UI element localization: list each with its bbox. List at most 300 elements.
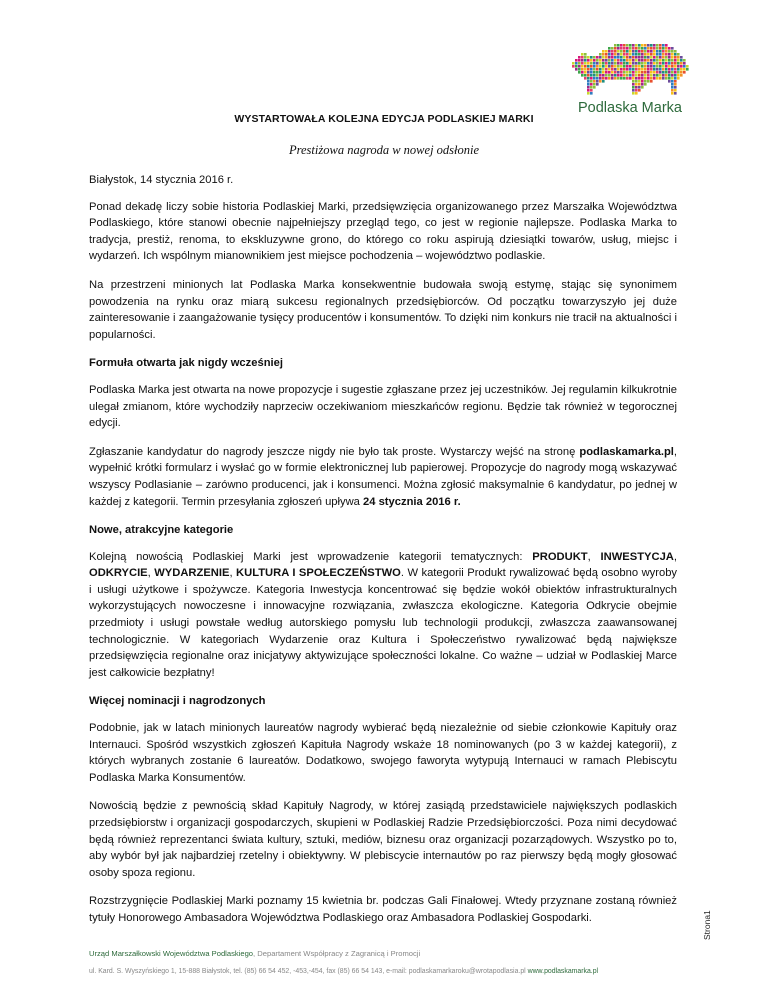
mosaic-tile: [659, 71, 662, 74]
mosaic-tile: [665, 65, 668, 68]
footer-line-2: [89, 968, 689, 975]
mosaic-tile: [647, 74, 650, 77]
mosaic-tile: [602, 77, 605, 80]
mosaic-tile: [641, 44, 644, 47]
paragraph-categories: [89, 549, 677, 682]
mosaic-tile: [590, 80, 593, 83]
mosaic-tile: [659, 56, 662, 59]
mosaic-tile: [650, 50, 653, 53]
mosaic-tile: [611, 50, 614, 53]
mosaic-tile: [650, 44, 653, 47]
mosaic-tile: [656, 50, 659, 53]
mosaic-tile: [653, 74, 656, 77]
mosaic-tile: [680, 59, 683, 62]
mosaic-tile: [683, 62, 686, 65]
mosaic-tile: [629, 74, 632, 77]
mosaic-tile: [596, 74, 599, 77]
mosaic-tile: [653, 50, 656, 53]
separator: ,: [673, 550, 677, 563]
mosaic-tile: [578, 68, 581, 71]
mosaic-tile: [629, 65, 632, 68]
mosaic-tile: [647, 56, 650, 59]
mosaic-tile: [653, 65, 656, 68]
mosaic-tile: [617, 65, 620, 68]
mosaic-tile: [608, 71, 611, 74]
mosaic-tile: [665, 56, 668, 59]
mosaic-tile: [623, 50, 626, 53]
mosaic-tile: [614, 68, 617, 71]
mosaic-tile: [617, 44, 620, 47]
mosaic-tile: [608, 59, 611, 62]
mosaic-tile: [677, 65, 680, 68]
mosaic-tile: [680, 62, 683, 65]
mosaic-tile: [665, 53, 668, 56]
mosaic-tile: [659, 59, 662, 62]
mosaic-tile: [590, 56, 593, 59]
mosaic-tile: [656, 71, 659, 74]
mosaic-tile: [620, 65, 623, 68]
heading-open-formula: Formuła otwarta jak nigdy wcześniej: [89, 357, 283, 370]
mosaic-tile: [620, 56, 623, 59]
mosaic-tile: [656, 53, 659, 56]
mosaic-tile: [623, 59, 626, 62]
mosaic-tile: [644, 83, 647, 86]
mosaic-tile: [659, 65, 662, 68]
mosaic-tile: [599, 71, 602, 74]
mosaic-tile: [635, 65, 638, 68]
mosaic-tile: [656, 77, 659, 80]
mosaic-tile: [674, 59, 677, 62]
mosaic-tile: [635, 89, 638, 92]
mosaic-tile: [605, 68, 608, 71]
mosaic-tile: [632, 50, 635, 53]
mosaic-tile: [608, 50, 611, 53]
mosaic-tile: [677, 53, 680, 56]
mosaic-tile: [635, 71, 638, 74]
mosaic-tile: [668, 47, 671, 50]
mosaic-tile: [677, 59, 680, 62]
mosaic-tile: [605, 74, 608, 77]
mosaic-tile: [668, 68, 671, 71]
mosaic-tile: [638, 77, 641, 80]
mosaic-tile: [608, 74, 611, 77]
mosaic-tile: [635, 74, 638, 77]
mosaic-tile: [611, 53, 614, 56]
mosaic-tile: [644, 53, 647, 56]
mosaic-tile: [638, 71, 641, 74]
mosaic-tile: [605, 62, 608, 65]
mosaic-tile: [665, 50, 668, 53]
paragraph-nominations: Podobnie, jak w latach minionych laureatów nagrody wybierać będą niezależnie od siebie członkowie Kapituły oraz Internauci. Spośród wszystkich zgłoszeń Kapituła Nagrody wskaże 18 nominowanych (po 3 w każdej kategorii), z których wybranych zostanie 6 laureatów. Dodatkowo, swojego faworyta wytypują Internauci w ramach Plebiscytu Podlaska Marka Konsumentów.: [89, 722, 677, 784]
mosaic-tile: [620, 47, 623, 50]
mosaic-tile: [656, 44, 659, 47]
paragraph-reputation: Na przestrzeni minionych lat Podlaska Marka konsekwentnie budowała swoją estymę, stając się synonimem powodzenia na rynku oraz miarą sukcesu regionalnych przedsiębiorców. Od początku towarzyszyło jej duże zainteresowanie i zaangażowanie tysięcy producentów i konsumentów. To dzięki nim konkurs nie tracił na aktualności i popularności.: [89, 278, 677, 341]
mosaic-tile: [581, 62, 584, 65]
mosaic-tile: [629, 44, 632, 47]
mosaic-tile: [674, 74, 677, 77]
paragraph-jury: Nowością będzie z pewnością skład Kapituły Nagrody, w której zasiądą przedstawiciele największych podlaskich przedsiębiorstw i organizacji gospodarczych, skupieni w Podlaskiej Radzie Przedsiębiorczości. Poza nimi decydować będą również reprezentanci świata kultury, sztuki, mediów, biznesu oraz organizacji pozarządowych. Wszystko po to, aby wybór był jak najbardziej rzetelny i obiektywny. W plebiscycie internautów po raz pierwszy będą mogły głosować osoby spoza regionu.: [89, 800, 677, 879]
mosaic-tile: [575, 62, 578, 65]
mosaic-tile: [629, 53, 632, 56]
mosaic-tile: [668, 74, 671, 77]
mosaic-tile: [584, 74, 587, 77]
mosaic-tile: [632, 53, 635, 56]
mosaic-tile: [623, 53, 626, 56]
mosaic-tile: [671, 86, 674, 89]
mosaic-tile: [578, 56, 581, 59]
mosaic-tile: [653, 59, 656, 62]
mosaic-tile: [659, 77, 662, 80]
mosaic-tile: [617, 56, 620, 59]
mosaic-tile: [662, 53, 665, 56]
mosaic-tile: [641, 47, 644, 50]
mosaic-tile: [641, 56, 644, 59]
mosaic-tile: [587, 77, 590, 80]
mosaic-tile: [659, 62, 662, 65]
mosaic-tile: [638, 44, 641, 47]
mosaic-tile: [608, 56, 611, 59]
mosaic-tile: [647, 50, 650, 53]
mosaic-tile: [614, 47, 617, 50]
mosaic-tile: [671, 89, 674, 92]
category-inwestycja: INWESTYCJA: [600, 550, 674, 563]
mosaic-tile: [665, 74, 668, 77]
mosaic-tile: [647, 59, 650, 62]
mosaic-tile: [578, 65, 581, 68]
mosaic-tile: [587, 92, 590, 95]
mosaic-tile: [629, 71, 632, 74]
mosaic-tile: [584, 62, 587, 65]
mosaic-tile: [584, 71, 587, 74]
mosaic-tile: [638, 74, 641, 77]
mosaic-tile: [623, 68, 626, 71]
mosaic-tile: [623, 74, 626, 77]
paragraph-submission: [89, 444, 677, 510]
mosaic-tile: [620, 68, 623, 71]
mosaic-tile: [635, 68, 638, 71]
mosaic-tile: [674, 53, 677, 56]
mosaic-tile: [671, 71, 674, 74]
mosaic-tile: [638, 80, 641, 83]
separator: ,: [587, 550, 601, 563]
mosaic-tile: [659, 44, 662, 47]
mosaic-tile: [659, 74, 662, 77]
mosaic-tile: [641, 86, 644, 89]
mosaic-tile: [587, 59, 590, 62]
mosaic-tile: [608, 77, 611, 80]
mosaic-tile: [641, 59, 644, 62]
mosaic-tile: [608, 62, 611, 65]
mosaic-tile: [590, 89, 593, 92]
mosaic-tile: [620, 77, 623, 80]
mosaic-tile: [653, 71, 656, 74]
mosaic-tile: [626, 65, 629, 68]
mosaic-tile: [686, 65, 689, 68]
mosaic-tile: [641, 71, 644, 74]
mosaic-tile: [632, 44, 635, 47]
mosaic-tile: [629, 59, 632, 62]
paragraph-history: Ponad dekadę liczy sobie historia Podlaskiej Marki, przedsięwzięcia organizowanego przez Marszałka Województwa Podlaskiego, które stanowi obecnie najpełniejszy przegląd tego, co jest w regionie najlepsze. Podlaska Marka to tradycja, prestiż, renoma, to ekskluzywne grono, do którego co roku aspirują dziesiątki towarów, usług, miejsc i wydarzeń. Ich wspólnym mianownikiem jest miejsce pochodzenia – województwo podlaskie.: [89, 200, 677, 263]
mosaic-tile: [665, 62, 668, 65]
mosaic-tile: [635, 83, 638, 86]
mosaic-tile: [641, 77, 644, 80]
mosaic-tile: [593, 62, 596, 65]
mosaic-tile: [674, 56, 677, 59]
mosaic-tile: [590, 83, 593, 86]
mosaic-tile: [635, 50, 638, 53]
mosaic-tile: [632, 92, 635, 95]
document-body: [89, 172, 677, 939]
mosaic-tile: [587, 89, 590, 92]
mosaic-tile: [614, 74, 617, 77]
mosaic-tile: [674, 62, 677, 65]
mosaic-tile: [680, 65, 683, 68]
mosaic-tile: [587, 65, 590, 68]
mosaic-tile: [668, 77, 671, 80]
mosaic-tile: [656, 68, 659, 71]
mosaic-tile: [656, 65, 659, 68]
mosaic-tile: [650, 65, 653, 68]
mosaic-tile: [674, 89, 677, 92]
mosaic-tile: [677, 62, 680, 65]
mosaic-tile: [665, 68, 668, 71]
mosaic-tile: [617, 62, 620, 65]
mosaic-tile: [668, 71, 671, 74]
footer-office: Urząd Marszałkowski Województwa Podlaskiego: [89, 949, 254, 958]
mosaic-tile: [584, 59, 587, 62]
mosaic-tile: [596, 59, 599, 62]
mosaic-tile: [587, 74, 590, 77]
mosaic-tile: [599, 59, 602, 62]
mosaic-tile: [632, 80, 635, 83]
mosaic-tile: [650, 77, 653, 80]
mosaic-tile: [671, 62, 674, 65]
mosaic-tile: [578, 71, 581, 74]
mosaic-tile: [671, 83, 674, 86]
heading-categories: Nowe, atrakcyjne kategorie: [89, 524, 234, 537]
mosaic-tile: [599, 74, 602, 77]
mosaic-tile: [596, 65, 599, 68]
mosaic-tile: [683, 59, 686, 62]
separator: ,: [147, 567, 155, 580]
mosaic-tile: [650, 59, 653, 62]
submission-text-2: , wypełnić krótki formularz i wysłać go w formie elektronicznej lub papierowej. Propozycje do nagrody mogą wskazywać wszyscy Podlasianie – zarówno producenci, jak i konsumenci. Można zgłosić maksymalnie 6 kandydatur, po jednej w każdej z kategorii. Termin przesyłania zgłoszeń upływa: [89, 445, 677, 508]
mosaic-tile: [683, 68, 686, 71]
mosaic-tile: [662, 68, 665, 71]
mosaic-tile: [674, 86, 677, 89]
mosaic-tile: [653, 47, 656, 50]
mosaic-tile: [611, 74, 614, 77]
mosaic-tile: [617, 53, 620, 56]
mosaic-tile: [587, 86, 590, 89]
categories-description: . W kategorii Produkt rywalizować będą osobno wyroby i usługi użytkowe i spożywcze. Kategoria Inwestycja koncentrować się będzie wokół obiektów infrastrukturalnych wykorzystujących nowoczesne i innowacyjne rozwiązania, zwłaszcza ekologiczne. Kategoria Odkrycie obejmie przedmioty i usługi powstałe według autorskiego pomysłu lub technologii produkcji, zwłaszcza zaawansowanej technologicznie. W kategoriach Wydarzenie oraz Kultura i Społeczeństwo rywalizować będą największe przedsięwzięcia regionalne oraz inicjatywy aktywizujące społeczności lokalne. Co ważne – udział w Podlaskiej Marce jest całkowicie bezpłatny!: [89, 567, 678, 679]
mosaic-tile: [647, 80, 650, 83]
mosaic-tile: [605, 50, 608, 53]
mosaic-tile: [677, 74, 680, 77]
mosaic-tile: [611, 47, 614, 50]
mosaic-tile: [599, 56, 602, 59]
mosaic-tile: [611, 62, 614, 65]
mosaic-tile: [587, 56, 590, 59]
mosaic-tile: [614, 62, 617, 65]
mosaic-tile: [656, 74, 659, 77]
mosaic-tile: [602, 62, 605, 65]
mosaic-tile: [638, 50, 641, 53]
mosaic-tile: [653, 44, 656, 47]
mosaic-tile: [593, 86, 596, 89]
mosaic-tile: [602, 80, 605, 83]
mosaic-tile: [650, 74, 653, 77]
mosaic-tile: [653, 53, 656, 56]
mosaic-tile: [650, 47, 653, 50]
mosaic-tile: [611, 65, 614, 68]
mosaic-tile: [671, 53, 674, 56]
mosaic-tile: [662, 44, 665, 47]
mosaic-tile: [584, 65, 587, 68]
mosaic-tile: [674, 50, 677, 53]
mosaic-tile: [584, 56, 587, 59]
mosaic-tile: [638, 86, 641, 89]
mosaic-tile: [629, 56, 632, 59]
mosaic-tile: [635, 44, 638, 47]
mosaic-tile: [662, 62, 665, 65]
mosaic-tile: [638, 89, 641, 92]
mosaic-tile: [593, 74, 596, 77]
mosaic-tile: [641, 62, 644, 65]
mosaic-tile: [662, 56, 665, 59]
mosaic-tile: [620, 44, 623, 47]
mosaic-tile: [659, 53, 662, 56]
mosaic-tile: [623, 71, 626, 74]
mosaic-tile: [671, 65, 674, 68]
mosaic-tile: [608, 68, 611, 71]
mosaic-tile: [617, 59, 620, 62]
mosaic-tile: [656, 47, 659, 50]
mosaic-tile: [605, 53, 608, 56]
mosaic-tile: [593, 71, 596, 74]
mosaic-tile: [671, 68, 674, 71]
mosaic-tile: [632, 86, 635, 89]
bison-mosaic-icon: [572, 38, 690, 102]
mosaic-tile: [680, 68, 683, 71]
mosaic-tile: [614, 77, 617, 80]
mosaic-tile: [671, 56, 674, 59]
footer-url[interactable]: www.podlaskamarka.pl: [527, 968, 599, 975]
mosaic-tile: [617, 74, 620, 77]
website-link[interactable]: podlaskamarka.pl: [579, 445, 674, 458]
mosaic-tile: [641, 53, 644, 56]
mosaic-tile: [665, 59, 668, 62]
mosaic-tile: [620, 74, 623, 77]
mosaic-tile: [659, 47, 662, 50]
mosaic-tile: [635, 53, 638, 56]
mosaic-tile: [593, 59, 596, 62]
mosaic-tile: [614, 71, 617, 74]
mosaic-tile: [596, 83, 599, 86]
mosaic-tile: [575, 59, 578, 62]
mosaic-tile: [626, 59, 629, 62]
category-kultura: KULTURA I SPOŁECZEŃSTWO: [236, 567, 401, 580]
mosaic-tile: [671, 59, 674, 62]
mosaic-tile: [644, 80, 647, 83]
submission-text-1: Zgłaszanie kandydatur do nagrody jeszcze nigdy nie było tak proste. Wystarczy wejść na stronę: [89, 445, 580, 458]
mosaic-tile: [641, 80, 644, 83]
mosaic-tile: [608, 65, 611, 68]
mosaic-tile: [587, 83, 590, 86]
mosaic-tile: [617, 71, 620, 74]
mosaic-tile: [602, 65, 605, 68]
mosaic-tile: [674, 71, 677, 74]
mosaic-tile: [581, 65, 584, 68]
mosaic-tile: [590, 77, 593, 80]
mosaic-tile: [650, 68, 653, 71]
mosaic-tile: [632, 74, 635, 77]
mosaic-tile: [635, 77, 638, 80]
mosaic-tile: [674, 77, 677, 80]
mosaic-tile: [614, 56, 617, 59]
mosaic-tile: [584, 77, 587, 80]
mosaic-tile: [599, 80, 602, 83]
mosaic-tile: [626, 53, 629, 56]
mosaic-tile: [581, 71, 584, 74]
mosaic-tile: [647, 53, 650, 56]
mosaic-tile: [671, 80, 674, 83]
mosaic-tile: [626, 77, 629, 80]
mosaic-tile: [650, 53, 653, 56]
mosaic-tile: [662, 77, 665, 80]
mosaic-tile: [644, 77, 647, 80]
mosaic-tile: [674, 83, 677, 86]
mosaic-tile: [590, 71, 593, 74]
mosaic-tile: [620, 62, 623, 65]
page-number-label: Strona1: [702, 910, 712, 940]
mosaic-tile: [584, 53, 587, 56]
mosaic-tile: [608, 47, 611, 50]
mosaic-tile: [638, 56, 641, 59]
mosaic-tile: [641, 50, 644, 53]
mosaic-tile: [632, 77, 635, 80]
mosaic-tile: [668, 59, 671, 62]
mosaic-tile: [632, 56, 635, 59]
podlaska-marka-logo: [572, 38, 690, 102]
mosaic-tile: [659, 68, 662, 71]
paragraph-finale: Rozstrzygnięcie Podlaskiej Marki poznamy 15 kwietnia br. podczas Gali Finałowej. Wtedy przyznane zostaną również tytuły Honorowego Ambasadora Województwa Podlaskiego oraz Ambasadora Podlaskiej Gospodarki.: [89, 895, 677, 924]
mosaic-tile: [665, 71, 668, 74]
mosaic-tile: [596, 71, 599, 74]
mosaic-tile: [605, 56, 608, 59]
mosaic-tile: [638, 62, 641, 65]
mosaic-tile: [641, 65, 644, 68]
mosaic-tile: [590, 92, 593, 95]
mosaic-tile: [599, 68, 602, 71]
mosaic-tile: [623, 56, 626, 59]
mosaic-tile: [590, 59, 593, 62]
mosaic-tile: [632, 68, 635, 71]
mosaic-tile: [611, 71, 614, 74]
mosaic-tile: [638, 68, 641, 71]
mosaic-tile: [638, 65, 641, 68]
mosaic-tile: [626, 71, 629, 74]
mosaic-tile: [677, 71, 680, 74]
mosaic-tile: [626, 50, 629, 53]
mosaic-tile: [656, 59, 659, 62]
category-odkrycie: ODKRYCIE: [89, 567, 148, 580]
separator: ,: [229, 567, 237, 580]
mosaic-tile: [656, 62, 659, 65]
mosaic-tile: [653, 56, 656, 59]
mosaic-tile: [623, 62, 626, 65]
mosaic-tile: [593, 83, 596, 86]
